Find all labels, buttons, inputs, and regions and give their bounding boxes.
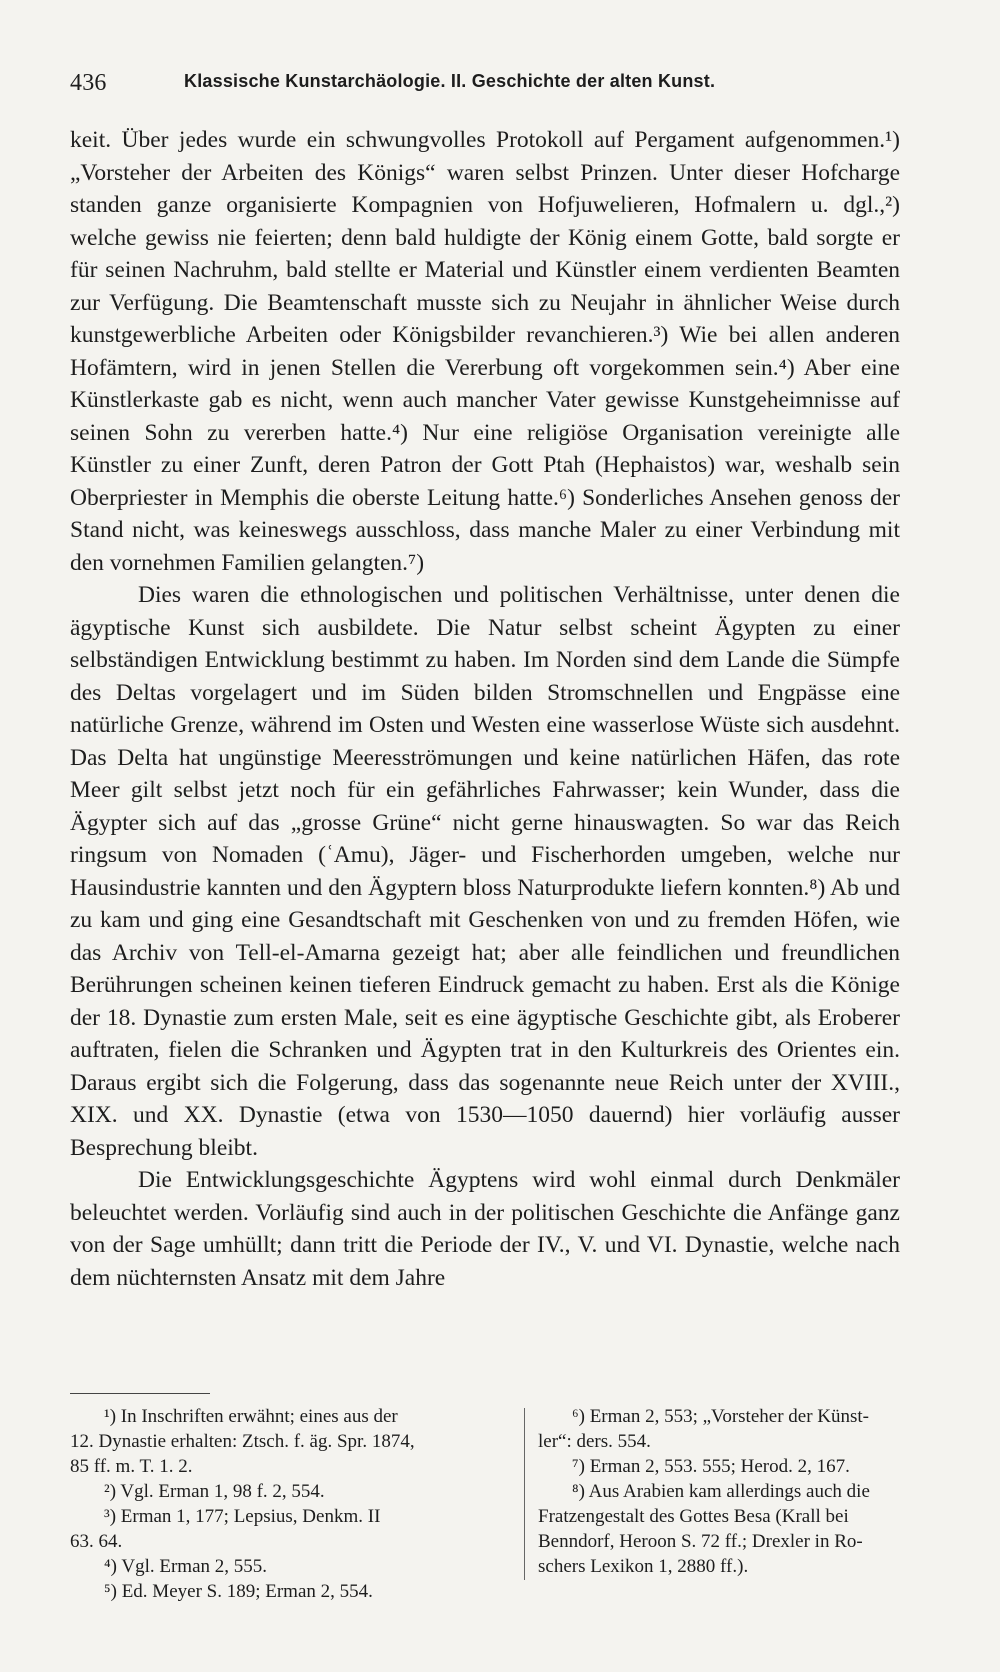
footnotes-left-column <box>70 1404 510 1604</box>
main-text <box>70 124 900 1294</box>
footnote-line: Benndorf, Heroon S. 72 ff.; Drexler in Ro- <box>538 1531 863 1552</box>
footnote-line: schers Lexikon 1, 2880 ff.). <box>538 1556 749 1577</box>
paragraph: Dies waren die ethnologischen und politischen Verhältnisse, unter denen die ägyptische Kunst sich ausbildete. Die Natur selbst scheint Ägypten zu einer selbständigen Entwicklung bestimmt zu haben. Im Norden sind dem Lande die Sümpfe des Deltas vorgelagert und im Süden bilden Stromschnellen und Engpässe eine natürliche Grenze, während im Osten und Westen eine wasserlose Wüste sich ausdehnt. Das Delta hat ungünstige Meeresströmungen und keine natürlichen Häfen, das rote Meer gilt selbst jetzt noch für ein gefährliches Fahrwasser; kein Wunder, dass die Ägypter sich auf das „grosse Grüne“ nicht gerne hinauswagten. So war das Reich ringsum von Nomaden (ʿAmu), Jäger- und Fischerhorden umgeben, welche nur Hausindustrie kannten und den Ägyptern bloss Naturprodukte liefern konnten.⁸) Ab und zu kam und ging eine Gesandtschaft mit Geschenken von und zu fremden Höfen, wie das Archiv von Tell-el-Amarna gezeigt hat; aber alle feindlichen und freundlichen Berührungen scheinen keinen tieferen Eindruck gemacht zu haben. Erst als die Könige der 18. Dynastie zum ersten Male, seit es eine ägyptische Geschichte gibt, als Eroberer auftraten, fielen die Schranken und Ägypten trat in den Kulturkreis des Orientes ein. Daraus ergibt sich die Folgerung, dass das sogenannte neue Reich unter der XVIII., XIX. und XX. Dynastie (etwa von 1530—1050 dauernd) hier vorläufig ausser Besprechung bleibt. <box>70 582 900 1161</box>
footnote-line: 63. 64. <box>70 1531 123 1552</box>
footnotes-right-column <box>538 1404 938 1579</box>
running-head <box>70 64 900 98</box>
footnote-line: ⁷) Erman 2, 553. 555; Herod. 2, 167. <box>572 1456 850 1477</box>
footnote-line: ¹) In Inschriften erwähnt; eines aus der <box>104 1406 398 1427</box>
footnote-rule <box>70 1393 210 1394</box>
footnote-line: ⁸) Aus Arabien kam allerdings auch die <box>572 1481 870 1502</box>
footnote-line: 85 ff. m. T. 1. 2. <box>70 1456 193 1477</box>
footnote-line: 12. Dynastie erhalten: Ztsch. f. äg. Spr. 1874, <box>70 1431 415 1452</box>
running-title: Klassische Kunstarchäologie. II. Geschichte der alten Kunst. <box>184 71 716 91</box>
footnote-line: ⁵) Ed. Meyer S. 189; Erman 2, 554. <box>104 1581 373 1602</box>
footnote-line: Fratzengestalt des Gottes Besa (Krall bei <box>538 1506 849 1527</box>
footnote-line: ⁴) Vgl. Erman 2, 555. <box>104 1556 268 1577</box>
footnote-line: ³) Erman 1, 177; Lepsius, Denkm. II <box>104 1506 381 1527</box>
footnote-line: ²) Vgl. Erman 1, 98 f. 2, 554. <box>104 1481 325 1502</box>
paragraph: keit. Über jedes wurde ein schwungvolles Protokoll auf Pergament aufgenommen.¹) „Vorsteher der Arbeiten des Königs“ waren selbst Prinzen. Unter dieser Hofcharge standen ganze organisierte Kompagnien von Hofjuwelieren, Hofmalern u. dgl.,²) welche gewiss nie feierten; denn bald huldigte der König einem Gotte, bald sorgte er für seinen Nachruhm, bald stellte er Material und Künstler einem verdienten Beamten zur Verfügung. Die Beamtenschaft musste sich zu Neujahr in ähnlicher Weise durch kunstgewerbliche Arbeiten oder Königsbilder revanchieren.³) Wie bei allen anderen Hofämtern, wird in jenen Stellen die Vererbung oft vorgekommen sein.⁴) Aber eine Künstlerkaste gab es nicht, wenn auch mancher Vater gewisse Kunstgeheimnisse auf seinen Sohn zu vererben hatte.⁴) Nur eine religiöse Organisation vereinigte alle Künstler zu einer Zunft, deren Patron der Gott Ptah (Hephaistos) war, weshalb sein Oberpriester in Memphis die oberste Leitung hatte.⁶) Sonderliches Ansehen genoss der Stand nicht, was keineswegs ausschloss, dass manche Maler zu einer Verbindung mit den vornehmen Familien gelangten.⁷) <box>70 127 900 576</box>
footnote-line: ler“: ders. 554. <box>538 1431 651 1452</box>
page-number: 436 <box>70 70 107 96</box>
paragraph: Die Entwicklungsgeschichte Ägyptens wird wohl einmal durch Denkmäler beleuchtet werden. Vorläufig sind auch in der politischen Geschichte die Anfänge ganz von der Sage umhüllt; dann tritt die Periode der IV., V. und VI. Dynastie, welche nach dem nüchternsten Ansatz mit dem Jahre <box>70 1167 900 1291</box>
footnote-line: ⁶) Erman 2, 553; „Vorsteher der Künst- <box>572 1406 870 1427</box>
